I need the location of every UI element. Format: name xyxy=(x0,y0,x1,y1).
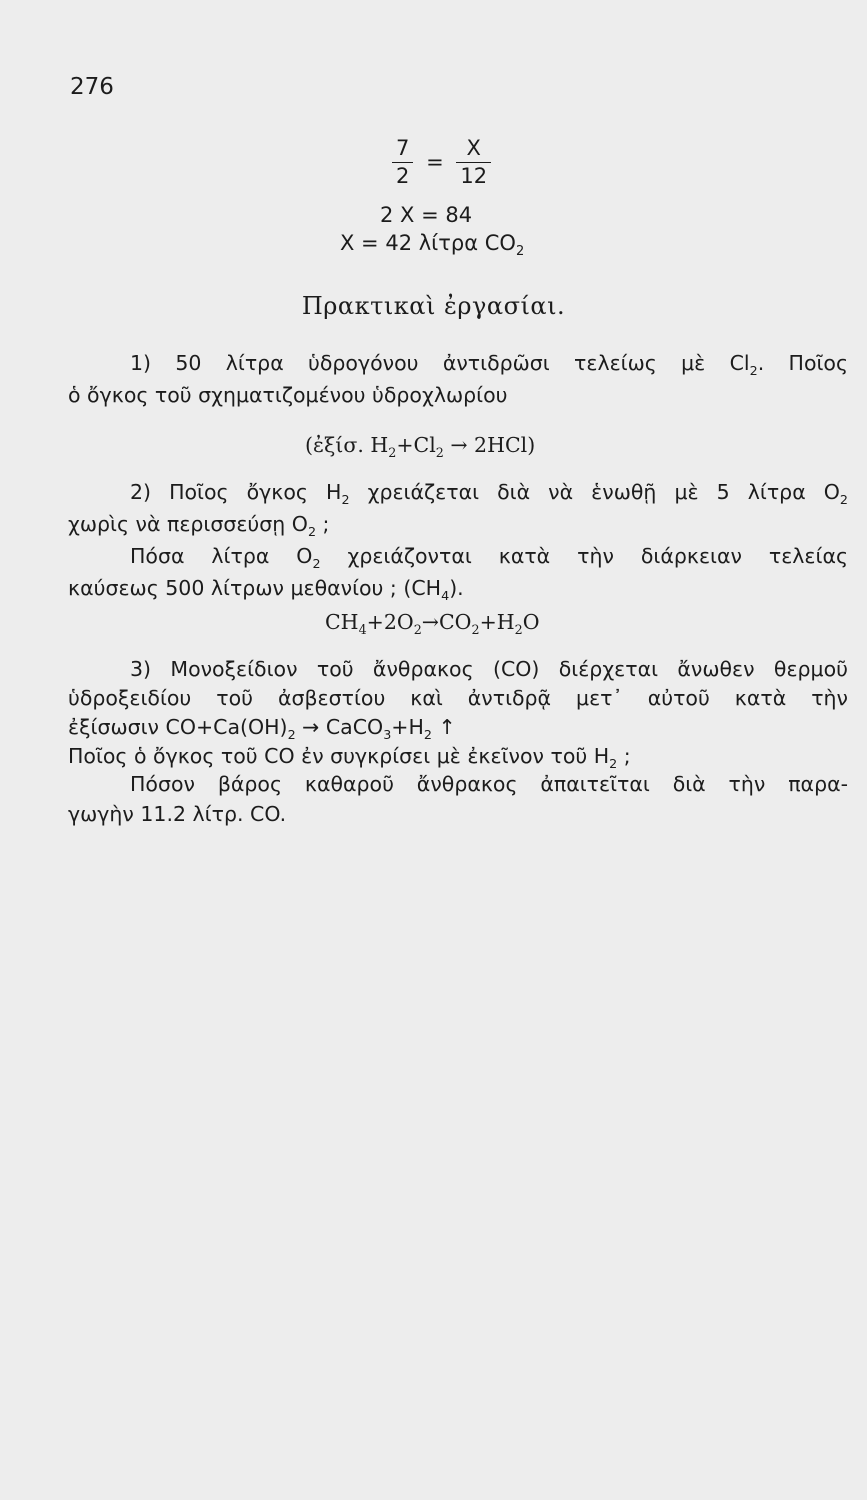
section-heading: Πρακτικαὶ ἐργασίαι. xyxy=(301,292,566,320)
ex1-line-1-a: 1) 50 λίτρα ὑδρογόνου ἀντιδρῶσι τελείως μὲ Cl xyxy=(130,351,750,375)
ex1-line-3-a: (ἐξίσ. H xyxy=(305,433,389,457)
ex3-line-2: ὑδροξειδίου τοῦ ἀσβεστίου καὶ ἀντιδρᾷ μετ᾽ αὐτοῦ κατὰ τὴν xyxy=(68,686,848,710)
fraction-left-numerator: 7 xyxy=(392,138,413,163)
ex3-line-1: 3) Μονοξείδιον τοῦ ἄνθρακος (CO) διέρχεται ἄνωθεν θερμοῦ xyxy=(130,657,848,681)
fraction-left xyxy=(392,138,413,187)
ex2-line-4 xyxy=(68,576,464,604)
ex2-equation-e: O xyxy=(522,610,540,634)
subscript: 4 xyxy=(358,622,367,638)
ex3-line-5: Πόσον βάρος καθαροῦ ἄνθρακος ἀπαιτεῖται διὰ τὴν παρα- xyxy=(130,772,848,796)
ex2-equation-c: →CO xyxy=(421,610,472,634)
ex2-line-3 xyxy=(130,544,848,572)
fraction-right-denominator: 12 xyxy=(460,164,488,188)
equation-line-3-text: X = 42 λίτρα CO xyxy=(340,231,516,255)
subscript: 2 xyxy=(312,556,321,572)
subscript: 2 xyxy=(435,445,444,461)
subscript: 2 xyxy=(514,622,523,638)
page-number: 276 xyxy=(70,74,114,100)
ex1-line-3-b: +Cl xyxy=(396,433,436,457)
ex2-line-4-a: καύσεως 500 λίτρων μεθανίου ; (CH xyxy=(68,576,442,600)
subscript: 2 xyxy=(471,622,480,638)
subscript: 2 xyxy=(423,727,432,743)
ex3-line-3 xyxy=(68,715,456,743)
ex2-line-2 xyxy=(68,512,330,540)
ex3-line-4-b: ; xyxy=(617,744,631,768)
ex2-line-2-a: χωρὶς νὰ περισσεύσῃ O xyxy=(68,512,308,536)
ex3-line-3-c: +H xyxy=(391,715,424,739)
equals-sign: = xyxy=(426,150,444,174)
subscript: 2 xyxy=(515,244,525,260)
ex2-equation-b: +2O xyxy=(366,610,414,634)
ex3-line-3-d: ↑ xyxy=(431,715,456,739)
subscript: 2 xyxy=(388,445,397,461)
equation-line-3 xyxy=(340,231,525,260)
equation-line-2: 2 X = 84 xyxy=(380,203,473,227)
subscript: 2 xyxy=(341,492,350,508)
ex1-line-3-c: → 2HCl) xyxy=(443,433,536,457)
subscript: 2 xyxy=(839,492,848,508)
fraction-left-denominator: 2 xyxy=(396,164,410,188)
ex3-line-3-b: → CaCO xyxy=(295,715,384,739)
subscript: 2 xyxy=(749,363,758,379)
ex3-line-6: γωγὴν 11.2 λίτρ. CO. xyxy=(68,802,287,826)
subscript: 2 xyxy=(287,727,296,743)
fraction-right-numerator: X xyxy=(456,138,491,163)
ex2-equation xyxy=(325,610,540,638)
subscript: 2 xyxy=(413,622,422,638)
fraction-right xyxy=(456,138,491,187)
ratio-equation xyxy=(392,138,491,187)
ex3-line-3-a: ἐξίσωσιν CO+Ca(OH) xyxy=(68,715,288,739)
ex2-equation-a: CH xyxy=(325,610,359,634)
ex1-line-2: ὁ ὄγκος τοῦ σχηματιζομένου ὑδροχλωρίου xyxy=(68,383,508,407)
subscript: 4 xyxy=(441,588,450,604)
ex2-line-1 xyxy=(130,480,848,508)
ex2-equation-d: +H xyxy=(479,610,515,634)
ex1-line-3 xyxy=(305,433,536,461)
ex3-line-4 xyxy=(68,744,631,772)
ex3-line-4-a: Ποῖος ὁ ὄγκος τοῦ CO ἐν συγκρίσει μὲ ἐκεῖνον τοῦ H xyxy=(68,744,610,768)
subscript: 2 xyxy=(609,756,618,772)
ex2-line-1-a: 2) Ποῖος ὄγκος H xyxy=(130,480,342,504)
subscript: 2 xyxy=(307,524,317,540)
ex2-line-1-b: χρειάζεται διὰ νὰ ἑνωθῇ μὲ 5 λίτρα O xyxy=(349,480,840,504)
ex1-line-1 xyxy=(130,351,848,379)
ex1-line-1-b: . Ποῖος xyxy=(757,351,848,375)
ex2-line-2-b: ; xyxy=(316,512,330,536)
ex2-line-4-b: ). xyxy=(449,576,464,600)
subscript: 3 xyxy=(383,727,392,743)
ex2-line-3-b: χρειάζονται κατὰ τὴν διάρκειαν τελείας xyxy=(320,544,848,568)
ex2-line-3-a: Πόσα λίτρα O xyxy=(130,544,313,568)
